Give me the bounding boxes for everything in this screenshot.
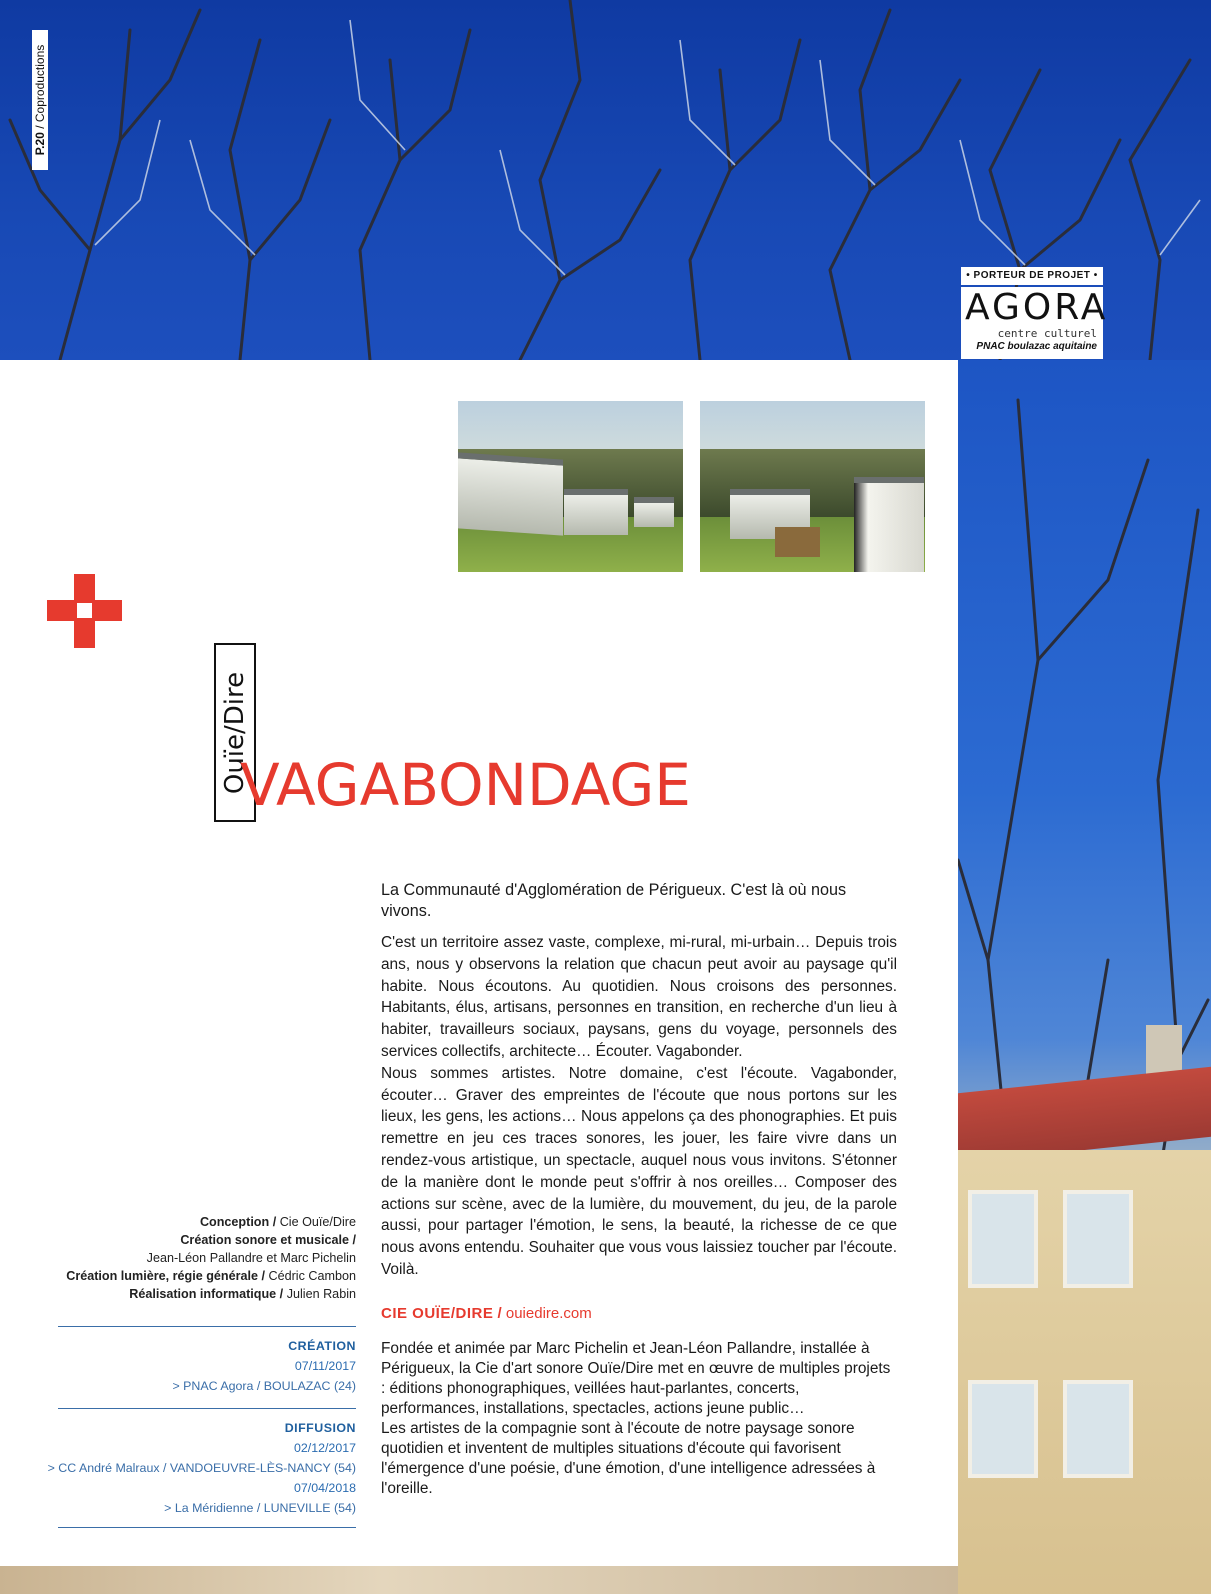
agora-logo-name: AGORA (965, 287, 1109, 328)
building-facade (958, 1150, 1211, 1594)
creation-heading: CRÉATION (288, 1339, 356, 1353)
company-paragraph: Fondée et animée par Marc Pichelin et Jean-Léon Pallandre, installée à Périgueux, la Cie d'art sonore Ouïe/Dire met en œuvre de multiples projets : éditions phonographiques, veillées haut-parlantes, concerts, performances, installations, spectacles, actions jeune public… (381, 1339, 891, 1417)
credit-line: Création sonore et musicale / (180, 1233, 356, 1247)
company-name: CIE OUÏE/DIRE (381, 1304, 494, 1322)
creation-venue: > PNAC Agora / BOULAZAC (24) (172, 1379, 356, 1393)
page-tag-separator: / (33, 122, 47, 133)
photo-mobile-homes-1 (458, 401, 683, 572)
page-tag (32, 30, 48, 170)
credits-block (40, 1213, 356, 1303)
red-cross-icon (47, 574, 122, 648)
diffusion-venue: > La Méridienne / LUNEVILLE (54) (164, 1501, 356, 1515)
diffusion-heading: DIFFUSION (284, 1421, 356, 1435)
lead-paragraph: La Communauté d'Agglomération de Périgueux. C'est là où nous vivons. (381, 881, 847, 920)
agora-logo-subtitle: centre culturel (997, 327, 1097, 340)
body-paragraph: C'est un territoire assez vaste, complexe, mi-rural, mi-urbain… Depuis trois ans, nous y observons la relation que chacun peut avoir au paysage qu'il habite. Nous écoutons. Au quotidien. Nous croisons des personnes. Habitants, élus, artisans, personnes en transition, en recherche d'un lieu à habiter, travailleurs sociaux, paysans, gens du voyage, personnels des services collectifs, architecte… Écouter. Vagabonder. (381, 934, 897, 1060)
creation-block (40, 1336, 356, 1396)
divider (58, 1326, 356, 1327)
company-website-link[interactable]: ouiedire.com (505, 1304, 592, 1322)
company-paragraph: Les artistes de la compagnie sont à l'écoute de notre paysage sonore quotidien et inventent de multiples situations d'écoute qui favorisent l'émergence d'une poésie, d'une émotion, d'une intelligence adressées à l'oreille. (381, 1419, 876, 1497)
body-paragraph: Nous sommes artistes. Notre domaine, c'est l'écoute. Vagabonder, écouter… Graver des empreintes de l'écoute que nous portons sur les lieux, les gens, les actions… Nous appelons ça des phonographies. Et puis remettre en jeu ces traces sonores, les jouer, les faire vivre dans un rendez-vous artistique, un spectacle, auquel nous vous invitons. S'étonner de la manière dont le monde peut s'offrir à nos oreilles… Composer des actions sur scène, avec de la lumière, du mouvement, du jeu, de la parole aussi, pour partager l'émotion, le sens, la beauté, la richesse de ce que nous avons entendu. Souhaiter que vous vous laissiez toucher par l'écoute. Voilà. (381, 1064, 897, 1278)
window (968, 1380, 1038, 1478)
credit-line: Conception / Cie Ouïe/Dire (199, 1215, 356, 1229)
creation-date: 07/11/2017 (294, 1359, 356, 1373)
porteur-de-projet-label: • PORTEUR DE PROJET • (961, 267, 1103, 285)
diffusion-venue: > CC André Malraux / VANDOEUVRE-LÈS-NANCY (54) (47, 1461, 356, 1475)
window (1063, 1380, 1133, 1478)
window (1063, 1190, 1133, 1288)
diffusion-block (40, 1418, 356, 1518)
photo-mobile-homes-2 (700, 401, 925, 572)
background-building-photo (958, 360, 1211, 1594)
company-separator: / (497, 1304, 502, 1322)
divider (58, 1527, 356, 1528)
diffusion-date: 07/04/2018 (293, 1481, 356, 1495)
diffusion-date: 02/12/2017 (293, 1441, 356, 1455)
agora-logo (961, 287, 1109, 359)
credit-line: Jean-Léon Pallandre et Marc Pichelin (146, 1251, 356, 1265)
divider (58, 1408, 356, 1409)
page-section: Coproductions (33, 44, 47, 123)
company-heading (381, 1303, 897, 1325)
article-body (381, 880, 897, 1499)
credit-line: Création lumière, régie générale / Cédric Cambon (66, 1269, 356, 1283)
agora-logo-tagline: PNAC boulazac aquitaine (976, 341, 1097, 352)
credit-line: Réalisation informatique / Julien Rabin (129, 1287, 356, 1301)
window (968, 1190, 1038, 1288)
company-vertical-label: Ouïe/Dire (220, 671, 250, 794)
page-number: P.20 (33, 132, 47, 156)
background-bottom-strip (0, 1566, 958, 1594)
page-title: VAGABONDAGE (240, 751, 691, 819)
